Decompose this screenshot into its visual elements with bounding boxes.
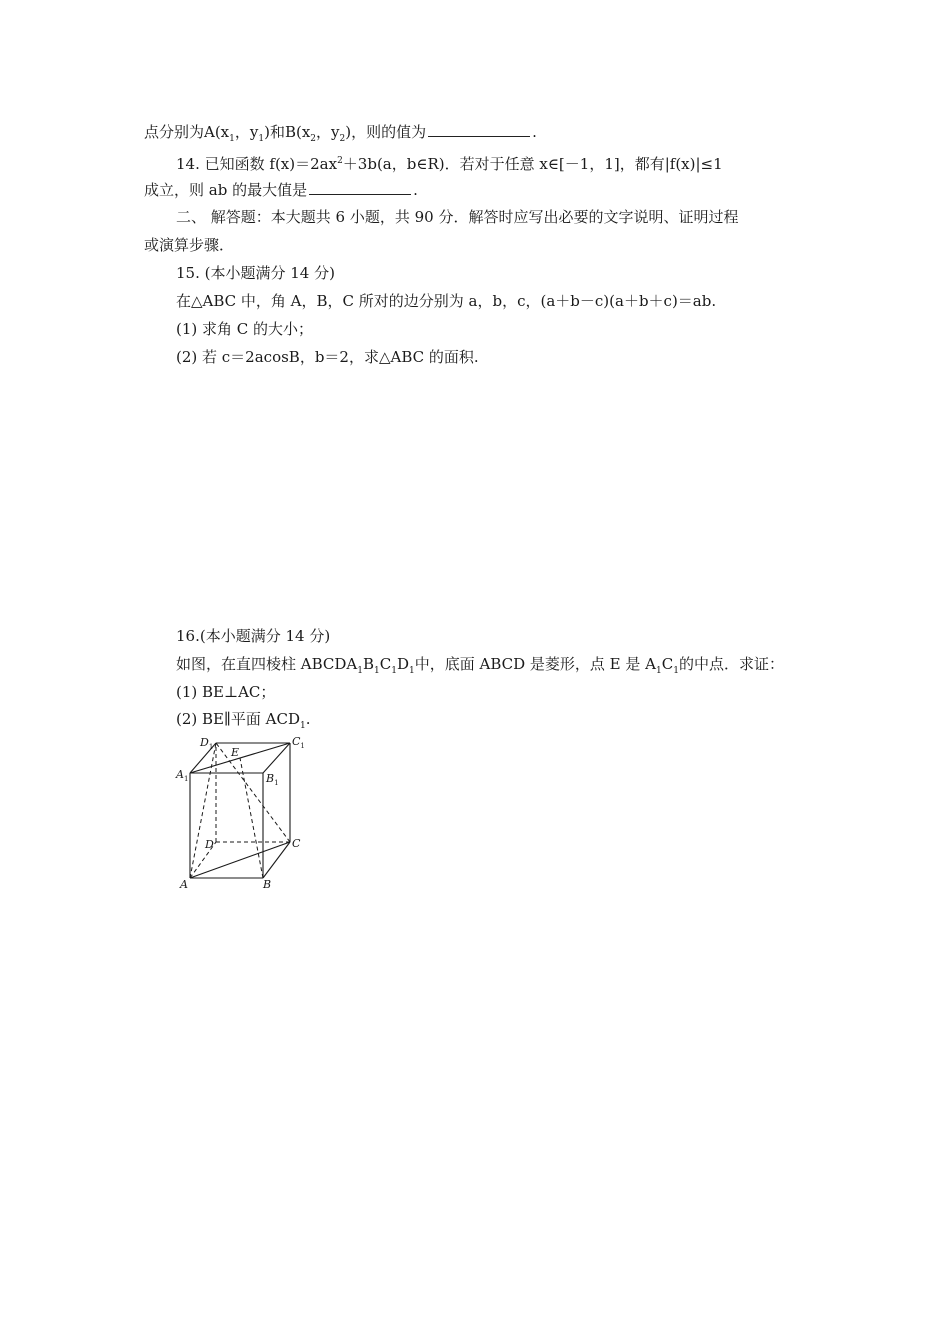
label-b: B — [263, 878, 272, 891]
q13-sub: 2 — [310, 134, 317, 144]
q16-text: . — [305, 710, 311, 728]
q15-stem: 在△ABC 中，角 A，B，C 所对的边分别为 a，b，c，(a＋b－c)(a＋b＋c)＝ab. — [176, 292, 717, 310]
q16-header: 16.(本小题满分 14 分) — [176, 627, 331, 645]
q16-sub: 1 — [656, 666, 662, 676]
q16-text: C — [379, 655, 392, 673]
q16-sub: 1 — [409, 666, 415, 676]
q16-sub: 1 — [357, 666, 363, 676]
q13-end: . — [532, 123, 537, 141]
q13-text: )和B(x — [264, 123, 311, 141]
q14-end: . — [413, 181, 418, 199]
label-b1: $B_1$ — [266, 772, 279, 787]
label-a1: $A_1$ — [176, 768, 189, 783]
q16-stem — [176, 654, 784, 681]
q16-text: 如图，在直四棱柱 ABCDA — [176, 655, 358, 673]
q16-sub: 1 — [374, 666, 380, 676]
edge-be — [240, 758, 263, 878]
q15-part1: (1) 求角 C 的大小； — [176, 320, 314, 338]
q13-sub: 2 — [339, 134, 346, 144]
q13-tail-line — [144, 122, 537, 149]
q16-sub: 1 — [391, 666, 397, 676]
answer-blank[interactable] — [428, 122, 530, 137]
label-c1: $C_1$ — [292, 735, 305, 750]
q14-line1 — [176, 151, 723, 174]
q13-sub: 1 — [229, 134, 235, 144]
q15-part2: (2) 若 c＝2acosB，b＝2，求△ABC 的面积. — [176, 348, 479, 366]
q16-sub: 1 — [300, 721, 306, 731]
q14-sup: 2 — [337, 156, 343, 166]
q16-text: C — [661, 655, 674, 673]
q13-text: )，则的值为 — [345, 123, 427, 141]
q13-text: ，y — [234, 123, 259, 141]
q14-text: 14. 已知函数 f(x)＝2ax — [176, 155, 338, 173]
q16-text: B — [362, 655, 375, 673]
label-a: A — [180, 878, 188, 891]
label-d: D — [205, 838, 214, 851]
label-d1: $D_1$ — [200, 736, 214, 751]
q16-text: D — [396, 655, 409, 673]
q16-text: (2) BE∥平面 ACD — [176, 710, 301, 728]
section2-line1: 二、 解答题：本大题共 6 小题，共 90 分．解答时应写出必要的文字说明、证明过程 — [176, 208, 739, 226]
q16-sub: 1 — [673, 666, 679, 676]
q13-sub: 1 — [258, 134, 265, 144]
q14-text: 成立，则 ab 的最大值是 — [144, 181, 308, 199]
prism-figure — [170, 728, 320, 893]
answer-blank[interactable] — [309, 180, 411, 195]
q15-header: 15. (本小题满分 14 分) — [176, 264, 335, 282]
q16-text: 中，底面 ABCD 是菱形，点 E 是 A — [414, 655, 656, 673]
label-e: E — [231, 746, 240, 759]
q13-text: 点分别为A(x — [144, 123, 230, 141]
q16-part1: (1) BE⊥AC； — [176, 683, 276, 701]
edge-ad1 — [190, 743, 216, 878]
q14-line2 — [144, 180, 418, 200]
label-c: C — [292, 837, 301, 850]
q16-text: 的中点．求证： — [678, 655, 784, 673]
q14-text: ＋3b(a，b∈R)．若对于任意 x∈[－1，1]，都有|f(x)|≤1 — [342, 155, 723, 173]
q13-text: ，y — [316, 123, 340, 141]
section2-line2: 或演算步骤． — [144, 236, 235, 254]
